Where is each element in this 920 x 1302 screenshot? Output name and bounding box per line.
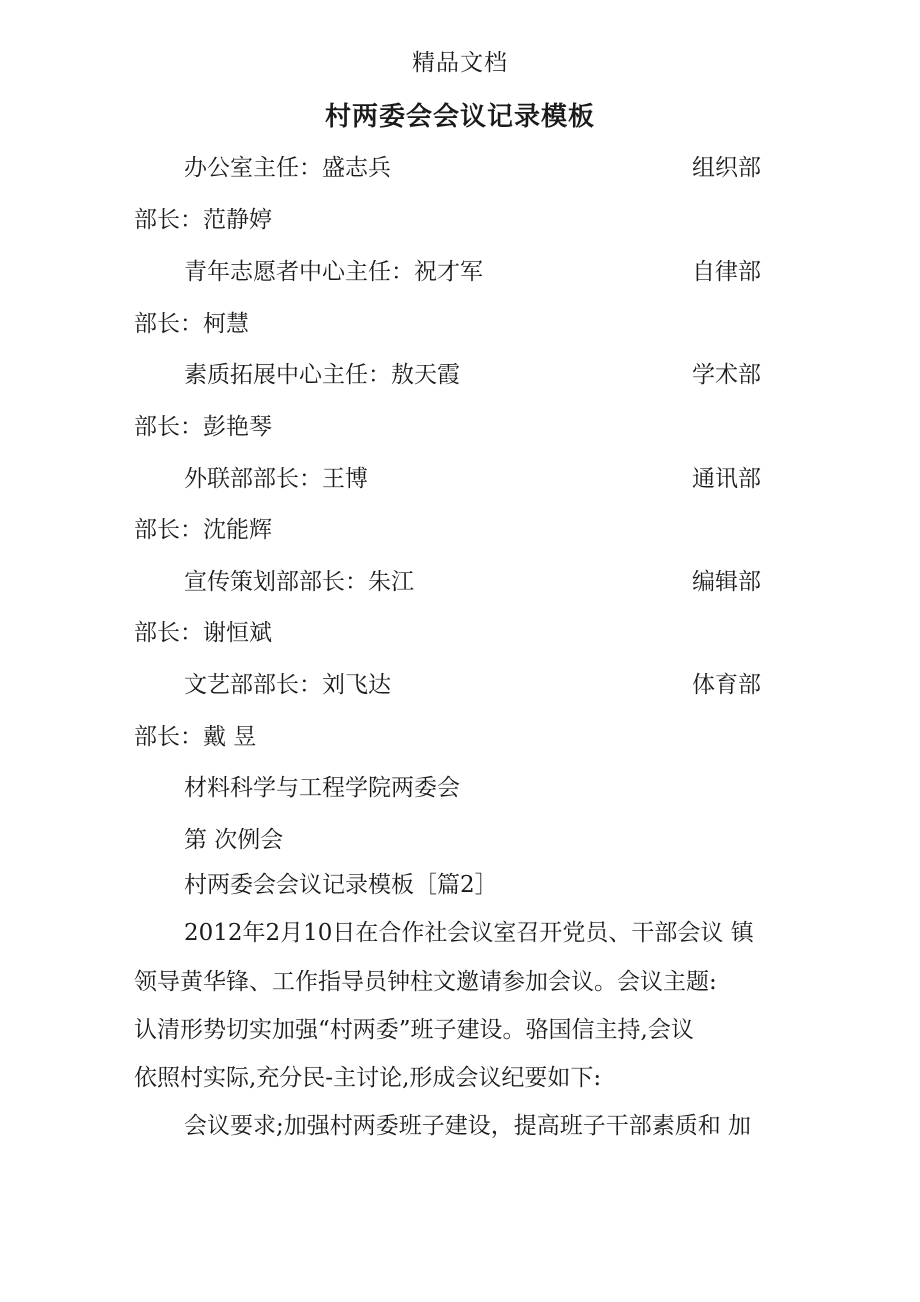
roster-cont: 部长：戴 昱 [134,724,257,750]
roster-line: 文艺部部长：刘飞达 [184,672,391,698]
roster-dept: 自律部 [692,259,761,285]
roster-dept: 组织部 [692,155,761,181]
roster-dept: 编辑部 [692,569,761,595]
roster-line: 外联部部长：王博 [184,466,368,492]
roster-cont: 部长：柯慧 [134,311,249,337]
roster-cont: 部长：范静婷 [134,207,272,233]
paragraph-line: 认清形势切实加强“村两委”班子建设。骆国信主持,会议 [134,1017,694,1043]
paragraph-line: 会议要求;加强村两委班子建设，提高班子干部素质和 加 [184,1113,752,1139]
paragraph-line: 领导黄华锋、工作指导员钟柱文邀请参加会议。会议主题: [134,969,717,995]
paragraph-line: 2012年2月10日在合作社会议室召开党员、干部会议 镇 [184,920,754,946]
roster-line: 青年志愿者中心主任：祝才军 [184,259,483,285]
roster-line: 宣传策划部部长：朱江 [184,569,414,595]
roster-cont: 部长：谢恒斌 [134,620,272,646]
paragraph-line: 依照村实际,充分民-主讨论,形成会议纪要如下: [134,1065,602,1091]
college-line: 材料科学与工程学院两委会 [184,775,460,801]
roster-line: 素质拓展中心主任：敖天霞 [184,362,460,388]
roster-dept: 体育部 [692,672,761,698]
document-title: 村两委会会议记录模板 [324,102,595,132]
section-subtitle: 村两委会会议记录模板［篇2］ [184,872,498,898]
roster-dept: 学术部 [692,362,761,388]
roster-dept: 通讯部 [692,466,761,492]
page-header: 精品文档 [412,50,508,76]
roster-cont: 部长：彭艳琴 [134,414,272,440]
meeting-number: 第 次例会 [184,827,284,853]
roster-line: 办公室主任：盛志兵 [184,155,391,181]
roster-cont: 部长：沈能辉 [134,517,272,543]
